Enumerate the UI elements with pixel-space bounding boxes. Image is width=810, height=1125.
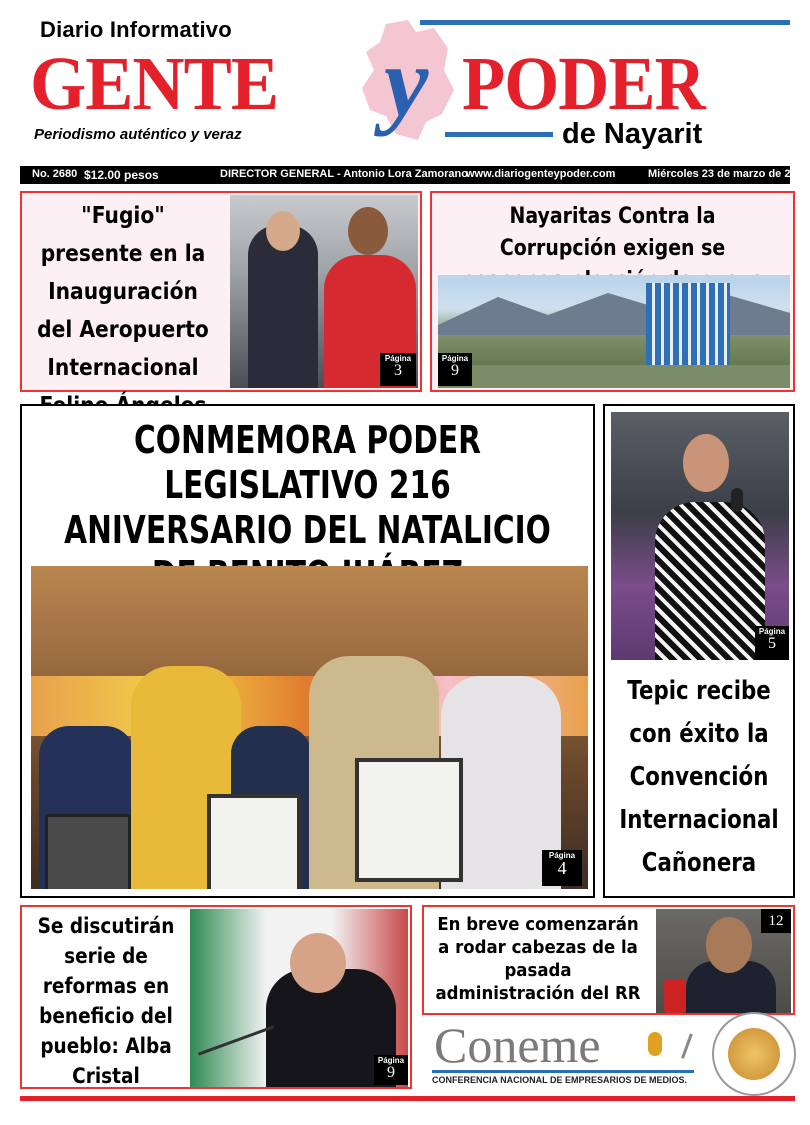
story-tepic-photo	[611, 412, 789, 660]
photo-certificate	[207, 794, 301, 889]
coneme-seal	[712, 1012, 796, 1096]
edition-info-bar	[20, 166, 809, 184]
photo-university-building	[646, 283, 730, 365]
masthead-blue-rule-top	[420, 20, 790, 25]
director-credit: DIRECTOR GENERAL - Antonio Lora Zamorano	[220, 168, 468, 180]
story-tepic[interactable]	[603, 404, 795, 898]
story-corrupcion-photo	[438, 275, 790, 388]
masthead-title-right: PODER	[462, 42, 705, 126]
photo-foreground	[438, 365, 790, 388]
photo-certificate	[355, 758, 463, 882]
story-main-photo	[31, 566, 588, 889]
edition-price: $12.00 pesos	[84, 168, 159, 182]
masthead-tagline: Periodismo auténtico y veraz	[34, 126, 242, 143]
photo-figure-face	[706, 917, 752, 973]
page-reference-badge[interactable]: Página 4	[542, 850, 582, 886]
story-fugio[interactable]	[20, 191, 422, 392]
story-corrupcion-headline: Nayaritas Contra la Corrupción exigen se	[499, 204, 726, 261]
story-reformas-headline: Se discutirán serie de reformas en beneficio del pueblo: Alba Cristal	[37, 914, 175, 1088]
masthead-title-y: y	[384, 26, 429, 137]
page-reference-badge[interactable]: Página 3	[380, 353, 416, 386]
masthead-title-left: GENTE	[30, 42, 279, 126]
coneme-advertisement[interactable]	[432, 1018, 694, 1090]
feather-pen-icon	[664, 1027, 693, 1059]
seal-microphone-emblem	[728, 1028, 780, 1080]
edition-number: No. 2680	[32, 168, 78, 180]
masthead-subtitle: de Nayarit	[562, 118, 703, 150]
story-tepic-headline: Tepic recibe con éxito la Convención Internacional Cañonera	[619, 676, 779, 878]
story-main-headline: CONMEMORA PODER LEGISLATIVO 216 ANIVERSARIO DEL NATALICIO	[64, 418, 551, 552]
photo-figure-dress	[655, 502, 765, 660]
photo-certificate	[45, 814, 131, 889]
photo-figure-face-2	[348, 207, 388, 255]
page-reference-badge[interactable]: 12	[761, 909, 791, 933]
microphone-icon	[198, 1025, 274, 1055]
photo-mountains	[438, 285, 790, 335]
masthead-blue-rule-bottom	[445, 132, 553, 137]
coneme-logo-text: Coneme	[434, 1017, 601, 1073]
story-fugio-headline: "Fugio" presente en la Inauguración del Aeropuerto Internacional	[37, 203, 209, 381]
page-reference-badge[interactable]: Página 9	[438, 353, 472, 386]
story-corrupcion[interactable]	[430, 191, 795, 392]
coneme-tagline: CONFERENCIA NACIONAL DE EMPRESARIOS DE MEDIOS.	[432, 1070, 694, 1091]
footer-red-rule	[20, 1096, 795, 1101]
photo-figure-face	[683, 434, 729, 492]
website-link[interactable]: www.diariogenteypoder.com	[466, 168, 616, 180]
photo-figure-face	[290, 933, 346, 993]
story-cabezas-headline: En breve comenzarán a rodar cabezas de la pasada administración del RR	[435, 914, 641, 1004]
story-cabezas[interactable]	[422, 905, 795, 1015]
story-main[interactable]	[20, 404, 595, 898]
story-reformas[interactable]	[20, 905, 412, 1089]
page-reference-badge[interactable]: Página 9	[374, 1055, 408, 1085]
microphone-icon	[648, 1032, 662, 1056]
microphone-icon	[731, 488, 743, 512]
masthead-kicker: Diario Informativo	[40, 17, 232, 42]
photo-figure-face	[266, 211, 300, 251]
edition-date: Miércoles 23 de marzo de 2022	[648, 168, 809, 180]
page-reference-badge[interactable]: Página 5	[755, 626, 789, 660]
microphone-icon	[664, 979, 686, 1013]
